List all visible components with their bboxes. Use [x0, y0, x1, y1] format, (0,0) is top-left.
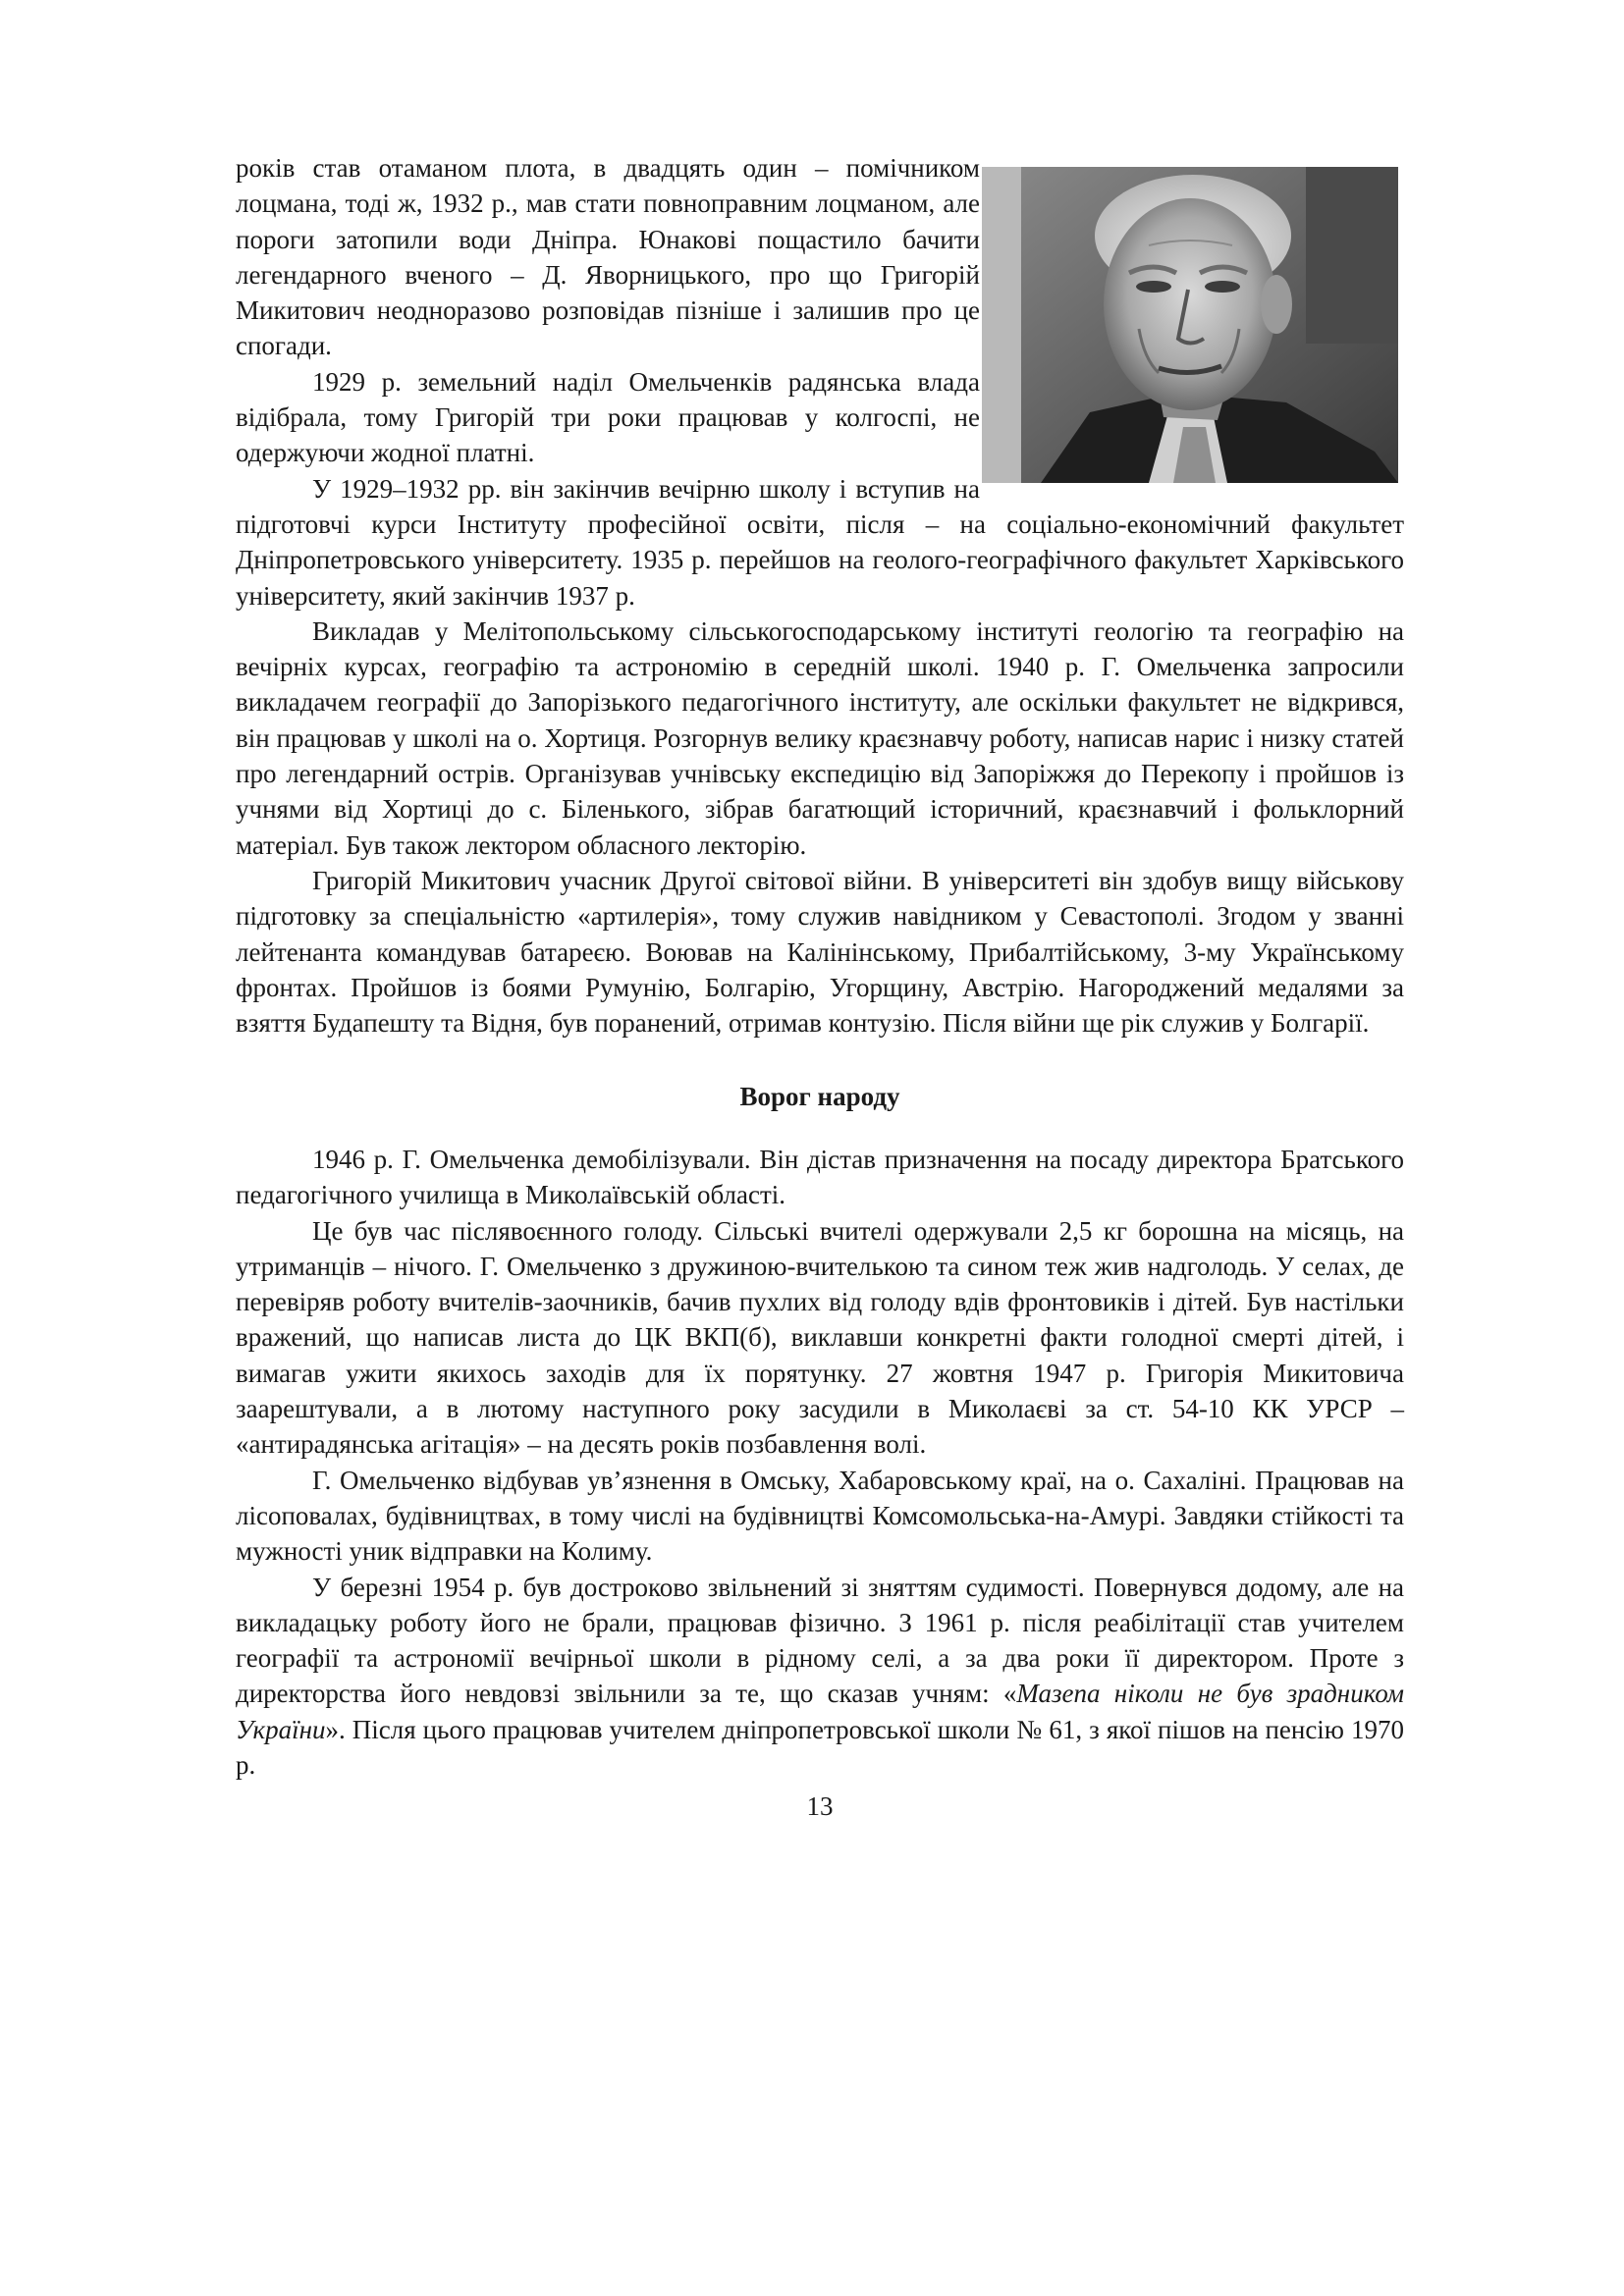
- top-text-block: [236, 150, 1404, 1041]
- bottom-text-block: [236, 1142, 1404, 1783]
- paragraph: У 1929–1932 рр. він закінчив вечірню школу і вступив на підготовчі курси Інституту професійної освіти, після – на соціально-економічний факультет Дніпропетровського університету. 1935 р. перейшов на геолого-географічного факультет Харківського університету, який закінчив 1937 р.: [236, 473, 1404, 611]
- quote-text: Мазепа ніколи не був зрадником України: [236, 1679, 1405, 1744]
- section-title: Ворог народу: [739, 1082, 900, 1111]
- paragraph: Викладав у Мелітопольському сільськогосподарському інституті геологію та географію на вечірніх курсах, географію та астрономію в середній школі. 1940 р. Г. Омельченка запросили викладачем географії до Запорізького педагогічного інституту, але оскільки факультет не відкрився, він працював у школі на о. Хортиця. Розгорнув велику краєзнавчу роботу, написав нарис і низку статей про легендарний острів. Організував учнівську експедицію від Запоріжжя до Перекопу і пройшов із учнями від Хортиці до с. Біленького, зібрав багатющий історичний, краєзнавчий і фольклорний матеріал. Був також лектором обласного лекторію.: [236, 615, 1404, 860]
- paragraph: 1946 р. Г. Омельченка демобілізували. Він дістав призначення на посаду директора Братського педагогічного училища в Миколаївській області.: [236, 1145, 1404, 1210]
- paragraph: років став отаманом плота, в двадцять один – помічником лоцмана, тоді ж, 1932 р., мав стати повноправним лоцманом, але пороги затопили води Дніпра. Юнакові пощастило бачити легендарного вченого – Д. Яворницького, про що Григорій Микитович неодноразово розповідав пізніше і залишив про це спогади.: [236, 153, 980, 361]
- paragraph: Г. Омельченко відбував ув’язнення в Омську, Хабаровському краї, на о. Сахаліні. Працював на лісоповалах, будівництвах, в тому числі на будівництві Комсомольська-на-Амурі. Завдяки стійкості та мужності уник відправки на Колиму.: [236, 1465, 1404, 1567]
- paragraph: Григорій Микитович учасник Другої світової війни. В університеті він здобув вищу військову підготовку за спеціальністю «артилерія», тому служив навідником у Севастополі. Згодом у званні лейтенанта командував батареєю. Воював на Калінінському, Прибалтійському, 3-му Українському фронтах. Пройшов із боями Румунію, Болгарію, Угорщину, Австрію. Нагороджений медалями за взяття Будапешту та Відня, був поранений, отримав контузію. Після війни ще рік служив у Болгарії.: [236, 865, 1404, 1039]
- paragraph-text: У березні 1954 р. був достроково звільнений зі зняттям судимості. Повернувся додому, але на викладацьку роботу його не брали, працював фізично. З 1961 р. після реабілітації став учителем географії та астрономії вечірньої школи в рідному селі, а за два роки її директором. Проте з директорства його невдовзі звільнили за те, що сказав учням: «: [236, 1572, 1404, 1709]
- paragraph-with-quote: [236, 1570, 1404, 1784]
- paragraph: Це був час післявоєнного голоду. Сільські вчителі одержували 2,5 кг борошна на місяць, на утриманців – нічого. Г. Омельченко з дружиною-вчителькою та сином теж жив надголодь. У селах, де перевіряв роботу вчителів-заочників, бачив пухлих від голоду вдів фронтовиків і дітей. Був настільки вражений, що написав листа до ЦК ВКП(б), виклавши конкретні факти голодної смерті дітей, і вимагав ужити якихось заходів для їх порятунку. 27 жовтня 1947 р. Григорія Микитовича заарештували, а в лютому наступного року засудили в Миколаєві за ст. 54-10 КК УРСР – «антирадянська агітація» – на десять років позбавлення волі.: [236, 1215, 1404, 1460]
- page-number: 13: [806, 1791, 834, 1821]
- portrait-float-space: [980, 150, 1404, 482]
- paragraph-text: ». Після цього працював учителем дніпропетровської школи № 61, з якої пішов на пенсію 1970 р.: [236, 1714, 1404, 1781]
- paragraph: 1929 р. земельний наділ Омельченків радянська влада відібрала, тому Григорій три роки працював у колгоспі, не одержуючи жодної платні.: [236, 366, 980, 468]
